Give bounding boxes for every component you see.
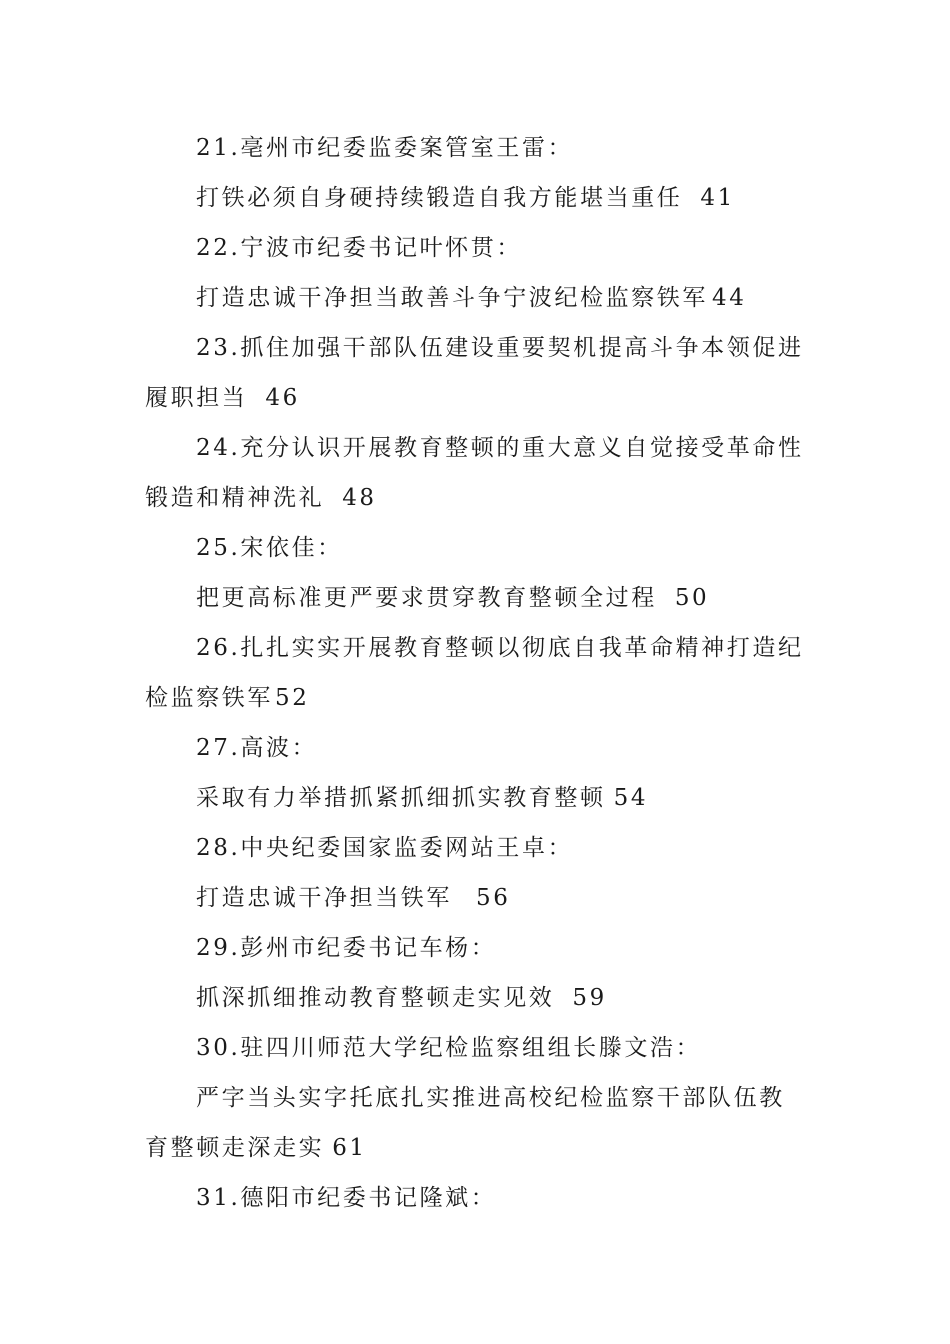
toc-heading: 22.宁波市纪委书记叶怀贯： [196,235,522,261]
toc-heading: 28.中央纪委国家监委网站王卓： [196,835,574,861]
toc-page-number: 50 [674,585,710,611]
toc-entry-continued: 检监察铁军52 [145,685,310,711]
toc-entry: 26.扎扎实实开展教育整顿以彻底自我革命精神打造纪 [196,635,804,661]
toc-heading: 21.亳州市纪委监委案管室王雷： [196,135,574,161]
toc-page-number: 59 [572,985,607,1011]
toc-page-number: 48 [342,485,377,511]
toc-entry-continued: 育整顿走深走实 61 [145,1135,367,1161]
toc-page-number: 41 [700,185,735,211]
toc-entry: 抓深抓细推动教育整顿走实见效 59 [196,985,607,1011]
toc-heading: 27.高波： [196,735,318,761]
toc-entry: 打造忠诚干净担当敢善斗争宁波纪检监察铁军 44 [196,285,747,311]
toc-entry: 打造忠诚干净担当铁军 56 [196,885,511,911]
toc-entry-continued: 锻造和精神洗礼 48 [145,485,377,511]
toc-page-number: 46 [265,385,300,411]
toc-entry: 严字当头实字托底扎实推进高校纪检监察干部队伍教 [196,1085,785,1111]
toc-page-number: 44 [712,285,747,311]
toc-heading: 25.宋依佳： [196,535,343,561]
toc-entry: 把更高标准更严要求贯穿教育整顿全过程 50 [196,585,710,611]
toc-entry: 采取有力举措抓紧抓细抓实教育整顿 54 [196,785,649,811]
toc-entry-continued: 履职担当 46 [145,385,300,411]
toc-heading: 31.德阳市纪委书记隆斌： [196,1185,497,1211]
toc-entry: 23.抓住加强干部队伍建设重要契机提高斗争本领促进 [196,335,804,361]
toc-heading: 29.彭州市纪委书记车杨： [196,935,497,961]
toc-entry: 24.充分认识开展教育整顿的重大意义自觉接受革命性 [196,435,804,461]
toc-page-number: 61 [332,1135,367,1161]
toc-page-number: 52 [275,685,310,711]
toc-entry: 打铁必须自身硬持续锻造自我方能堪当重任 41 [196,185,735,211]
toc-heading: 30.驻四川师范大学纪检监察组组长滕文浩： [196,1035,702,1061]
toc-page-number: 56 [476,885,511,911]
toc-page-number: 54 [613,785,649,811]
